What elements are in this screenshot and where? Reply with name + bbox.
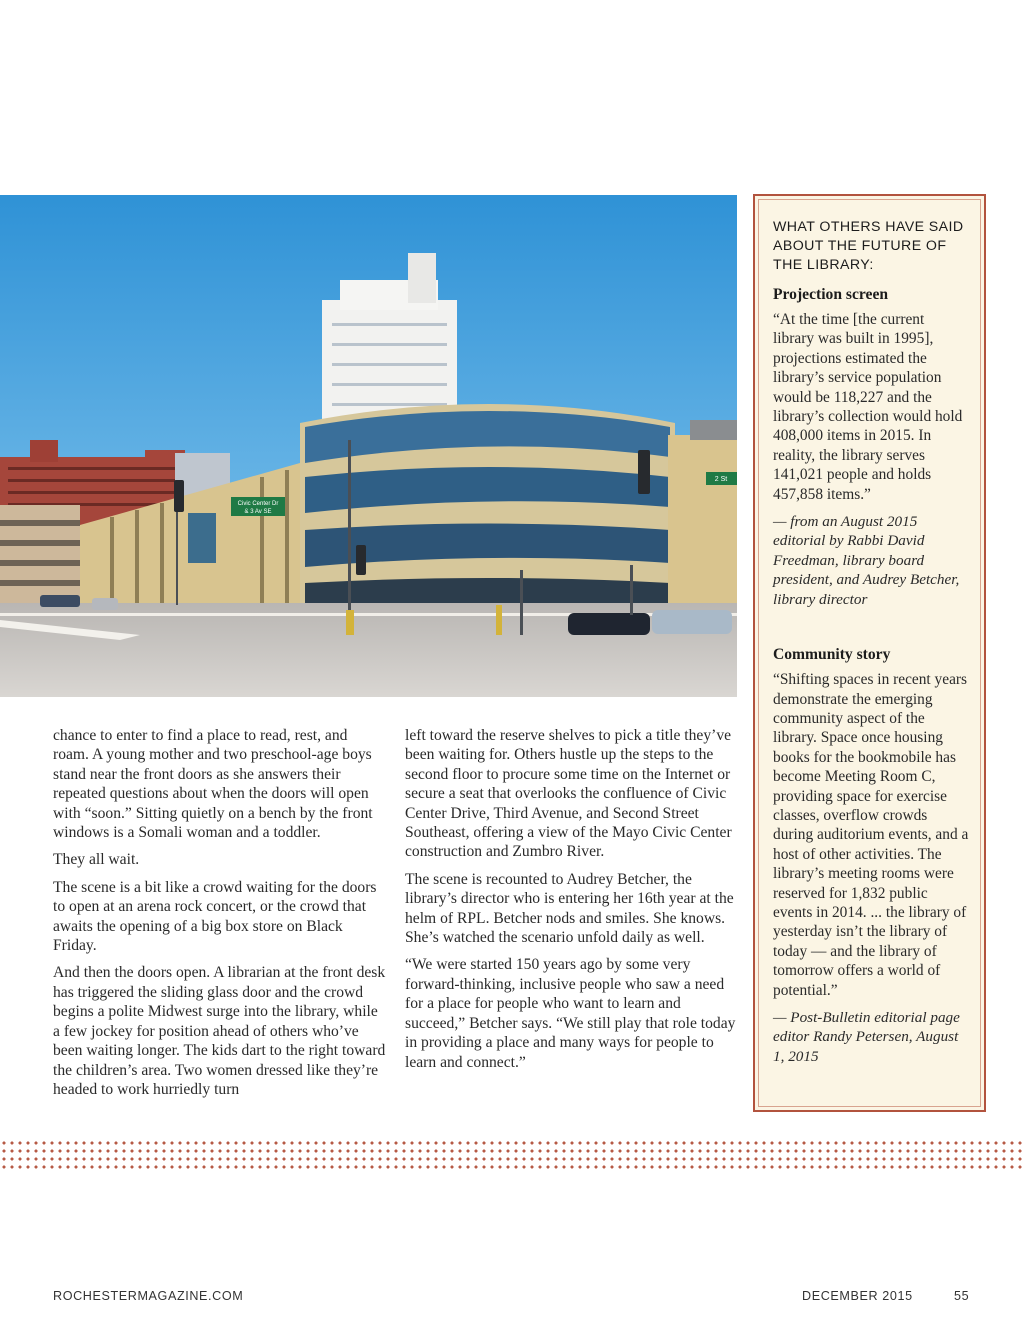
sidebar-subhead-community: Community story <box>773 646 891 664</box>
right-building <box>668 435 737 615</box>
article-column-1 <box>53 726 387 1107</box>
article-paragraph: The scene is a bit like a crowd waiting for the doors to open at an arena rock concert, or the crowd that awaits the opening of a big box store on Black Friday. <box>53 878 377 955</box>
street-sign-2st <box>706 472 737 485</box>
sidebar-subhead-projection: Projection screen <box>773 286 889 303</box>
svg-text:Civic Center Dr: Civic Center Dr <box>237 501 279 507</box>
sidebar-attribution-projection: — from an August 2015 editorial by Rabbi David Freedman, library board president, and Audrey Betcher, library director <box>773 513 960 608</box>
footer-page-number: 55 <box>954 1289 970 1303</box>
sidebar-quote-projection: “At the time [the current library was built in 1995], projections estimated the library’s service population would be 118,227 and the library’s collection would hold 408,000 items in 2015. In reality, the library serves 141,021 people and holds 457,858 items.” <box>773 311 963 503</box>
sidebar-box <box>753 194 986 1112</box>
sidebar-content <box>773 218 969 1066</box>
svg-text:2 St: 2 St <box>714 476 728 483</box>
sidebar-attribution-community: — Post-Bulletin editorial page editor Randy Petersen, August 1, 2015 <box>773 1009 960 1065</box>
footer-date: DECEMBER 2015 <box>802 1289 913 1303</box>
article-paragraph: And then the doors open. A librarian at the front desk has triggered the sliding glass door and the crowd begins a polite Midwest surge into the library, while a few jockey for position ahead of others who’ve been waiting longer. The kids dart to the right toward the children’s area. Two women dressed like they’re headed to work hurriedly turn <box>53 964 386 1098</box>
article-paragraph: left toward the reserve shelves to pick a title they’ve been waiting for. Others hustle up the steps to the second floor to procure some time on the Internet or secure a seat that overlooks the confluence of Civic Center Drive, Third Avenue, and Second Street Southeast, offering a view of the Mayo Civic Center construction and Zumbro River. <box>405 727 732 861</box>
street-sign-civic <box>231 497 285 516</box>
article-paragraph: chance to enter to find a place to read, rest, and roam. A young mother and two preschool-age boys stand near the front doors as she answers their repeated questions about when the doors will open with “soon.” Sitting quietly on a bench by the front windows is a Somali woman and a toddler. <box>53 727 373 842</box>
article-column-2 <box>405 726 739 1080</box>
article-paragraph: They all wait. <box>53 851 140 869</box>
round-library <box>300 404 675 615</box>
sidebar-quote-community: “Shifting spaces in recent years demonstrate the emerging community aspect of the library. Space once housing books for the bookmobile has become Meeting Room C, providing space for exercise classes, overflow crowds during auditorium events, and a host of other activities. The library’s meeting rooms were reserved for 1,832 public events in 2014. ... the library of yesterday isn’t the library of today — and the library of tomorrow offers a world of potential.” <box>773 671 969 999</box>
library-photo <box>0 195 737 697</box>
article-paragraph: “We were started 150 years ago by some very forward-thinking, inclusive people who saw a need for a place for people who want to learn and succeed,” Betcher says. “We still play that role today in providing a place and many ways for people to learn and connect.” <box>405 956 736 1071</box>
sidebar-heading: WHAT OTHERS HAVE SAID ABOUT THE FUTURE OF THE LIBRARY: <box>773 219 964 273</box>
svg-text:& 3 Av SE: & 3 Av SE <box>244 509 272 515</box>
dotted-divider <box>0 1139 1024 1169</box>
article-paragraph: The scene is recounted to Audrey Betcher, the library’s director who is entering her 16th year at the helm of RPL. Betcher nods and smiles. She knows. She’s watched the scenario unfold daily as well. <box>405 870 734 947</box>
footer-site: ROCHESTERMAGAZINE.COM <box>53 1289 244 1303</box>
parking-ramp <box>0 505 80 605</box>
